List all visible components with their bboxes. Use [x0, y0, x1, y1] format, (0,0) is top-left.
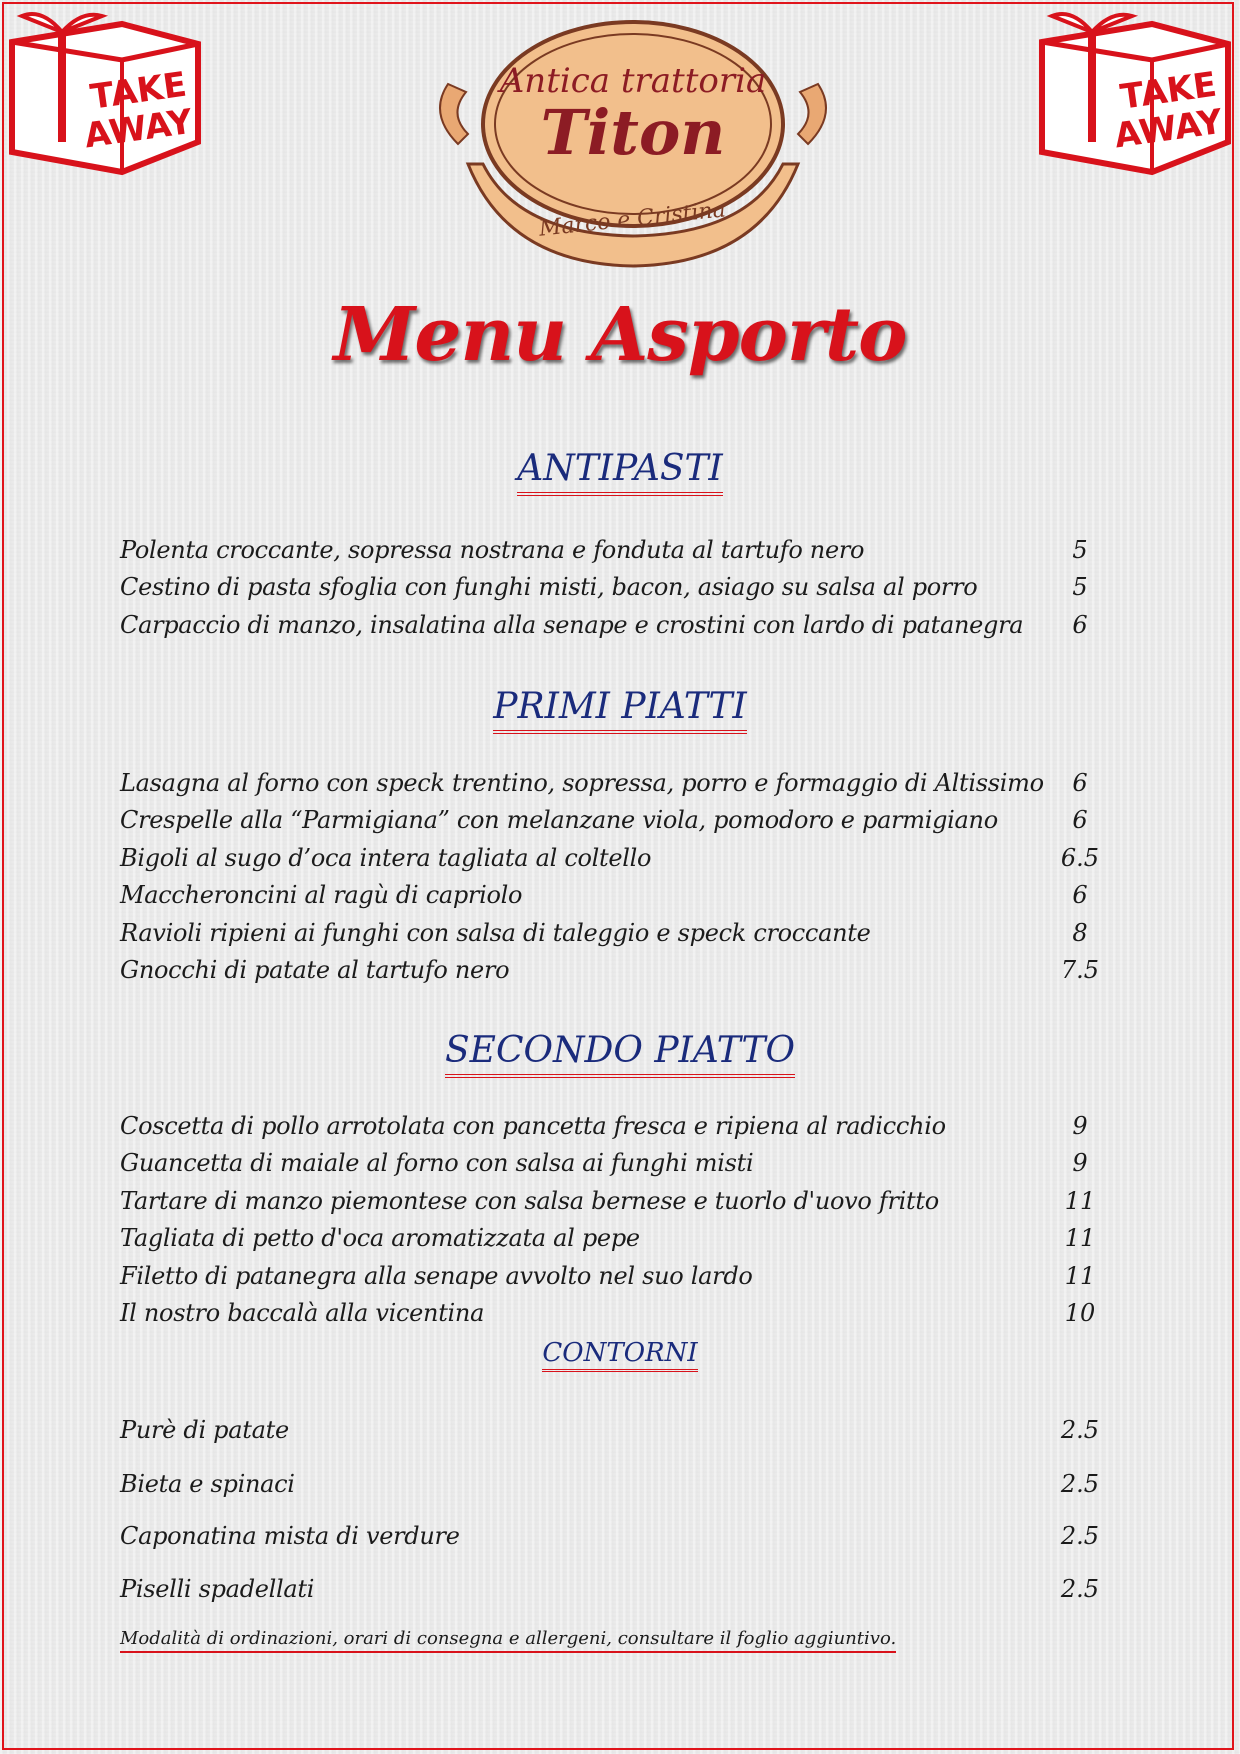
item-price: 11: [1064, 1262, 1096, 1290]
item-price: 6: [1072, 769, 1088, 797]
takeaway-line1: TAKE: [87, 64, 190, 118]
menu-item: [120, 1112, 1120, 1146]
item-price: 10: [1064, 1299, 1096, 1327]
item-price: 6: [1072, 881, 1088, 909]
menu-item: [120, 611, 1120, 645]
section-heading-antipasti: ANTIPASTI: [0, 448, 1240, 496]
restaurant-logo: [428, 14, 838, 276]
menu-item: [120, 919, 1120, 953]
item-name: Maccheroncini al ragù di capriolo: [120, 881, 523, 909]
menu-item: [120, 1262, 1120, 1296]
item-price: 9: [1072, 1149, 1088, 1177]
item-name: Polenta croccante, sopressa nostrana e fonduta al tartufo nero: [120, 536, 865, 564]
menu-item: [120, 956, 1120, 990]
item-price: 11: [1064, 1187, 1096, 1215]
logo-tagline: Antica trattoria: [499, 61, 767, 101]
item-price: 2.5: [1060, 1470, 1100, 1498]
menu-title: Menu Asporto: [333, 292, 907, 378]
menu-item: [120, 1224, 1120, 1258]
item-name: Bieta e spinaci: [120, 1470, 295, 1498]
menu-item: [120, 806, 1120, 840]
takeaway-line1: TAKE: [1117, 64, 1220, 118]
item-price: 6: [1072, 611, 1088, 639]
takeaway-line2: AWAY: [81, 101, 195, 157]
item-name: Cestino di pasta sfoglia con funghi misti, bacon, asiago su salsa al porro: [120, 573, 978, 601]
item-name: Tagliata di petto d'oca aromatizzata al pepe: [120, 1224, 640, 1252]
item-name: Carpaccio di manzo, insalatina alla senape e crostini con lardo di patanegra: [120, 611, 1024, 639]
item-name: Purè di patate: [120, 1416, 289, 1444]
item-name: Lasagna al forno con speck trentino, sopressa, porro e formaggio di Altissimo: [120, 769, 1044, 797]
item-price: 11: [1064, 1224, 1096, 1252]
menu-item: [120, 1149, 1120, 1183]
item-name: Ravioli ripieni ai funghi con salsa di taleggio e speck croccante: [120, 919, 871, 947]
item-name: Piselli spadellati: [120, 1575, 315, 1603]
item-name: Filetto di patanegra alla senape avvolto nel suo lardo: [120, 1262, 753, 1290]
item-price: 2.5: [1060, 1416, 1100, 1444]
item-name: Tartare di manzo piemontese con salsa bernese e tuorlo d'uovo fritto: [120, 1187, 939, 1215]
item-price: 5: [1072, 536, 1088, 564]
takeaway-box-icon: [2, 2, 208, 182]
item-name: Bigoli al sugo d’oca intera tagliata al coltello: [120, 844, 652, 872]
menu-item: [120, 536, 1120, 570]
logo-name: Titon: [540, 96, 726, 169]
section-heading-secondo: SECONDO PIATTO: [0, 1030, 1240, 1078]
item-name: Caponatina mista di verdure: [120, 1522, 460, 1550]
item-price: 9: [1072, 1112, 1088, 1140]
item-name: Il nostro baccalà alla vicentina: [120, 1299, 485, 1327]
item-price: 2.5: [1060, 1575, 1100, 1603]
menu-item: [120, 844, 1120, 878]
item-name: Crespelle alla “Parmigiana” con melanzane viola, pomodoro e parmigiano: [120, 806, 998, 834]
item-name: Coscetta di pollo arrotolata con pancetta fresca e ripiena al radicchio: [120, 1112, 946, 1140]
footnote: Modalità di ordinazioni, orari di consegna e allergeni, consultare il foglio aggiuntivo.: [120, 1628, 896, 1653]
menu-item: [120, 1416, 1120, 1450]
item-price: 2.5: [1060, 1522, 1100, 1550]
menu-item: [120, 1470, 1120, 1504]
logo-subtitle: Marco e Cristina: [537, 197, 727, 242]
menu-item: [120, 1575, 1120, 1609]
takeaway-line2: AWAY: [1111, 101, 1225, 157]
item-name: Guancetta di maiale al forno con salsa ai funghi misti: [120, 1149, 754, 1177]
section-heading-contorni: CONTORNI: [0, 1338, 1240, 1372]
menu-item: [120, 769, 1120, 803]
menu-item: [120, 573, 1120, 607]
takeaway-box-icon: [1032, 2, 1238, 182]
menu-item: [120, 881, 1120, 915]
item-price: 5: [1072, 573, 1088, 601]
item-price: 6: [1072, 806, 1088, 834]
item-price: 7.5: [1060, 956, 1100, 984]
section-heading-primi: PRIMI PIATTI: [0, 686, 1240, 734]
item-price: 6.5: [1060, 844, 1100, 872]
item-name: Gnocchi di patate al tartufo nero: [120, 956, 510, 984]
menu-item: [120, 1187, 1120, 1221]
menu-item: [120, 1299, 1120, 1333]
item-price: 8: [1072, 919, 1088, 947]
menu-item: [120, 1522, 1120, 1556]
